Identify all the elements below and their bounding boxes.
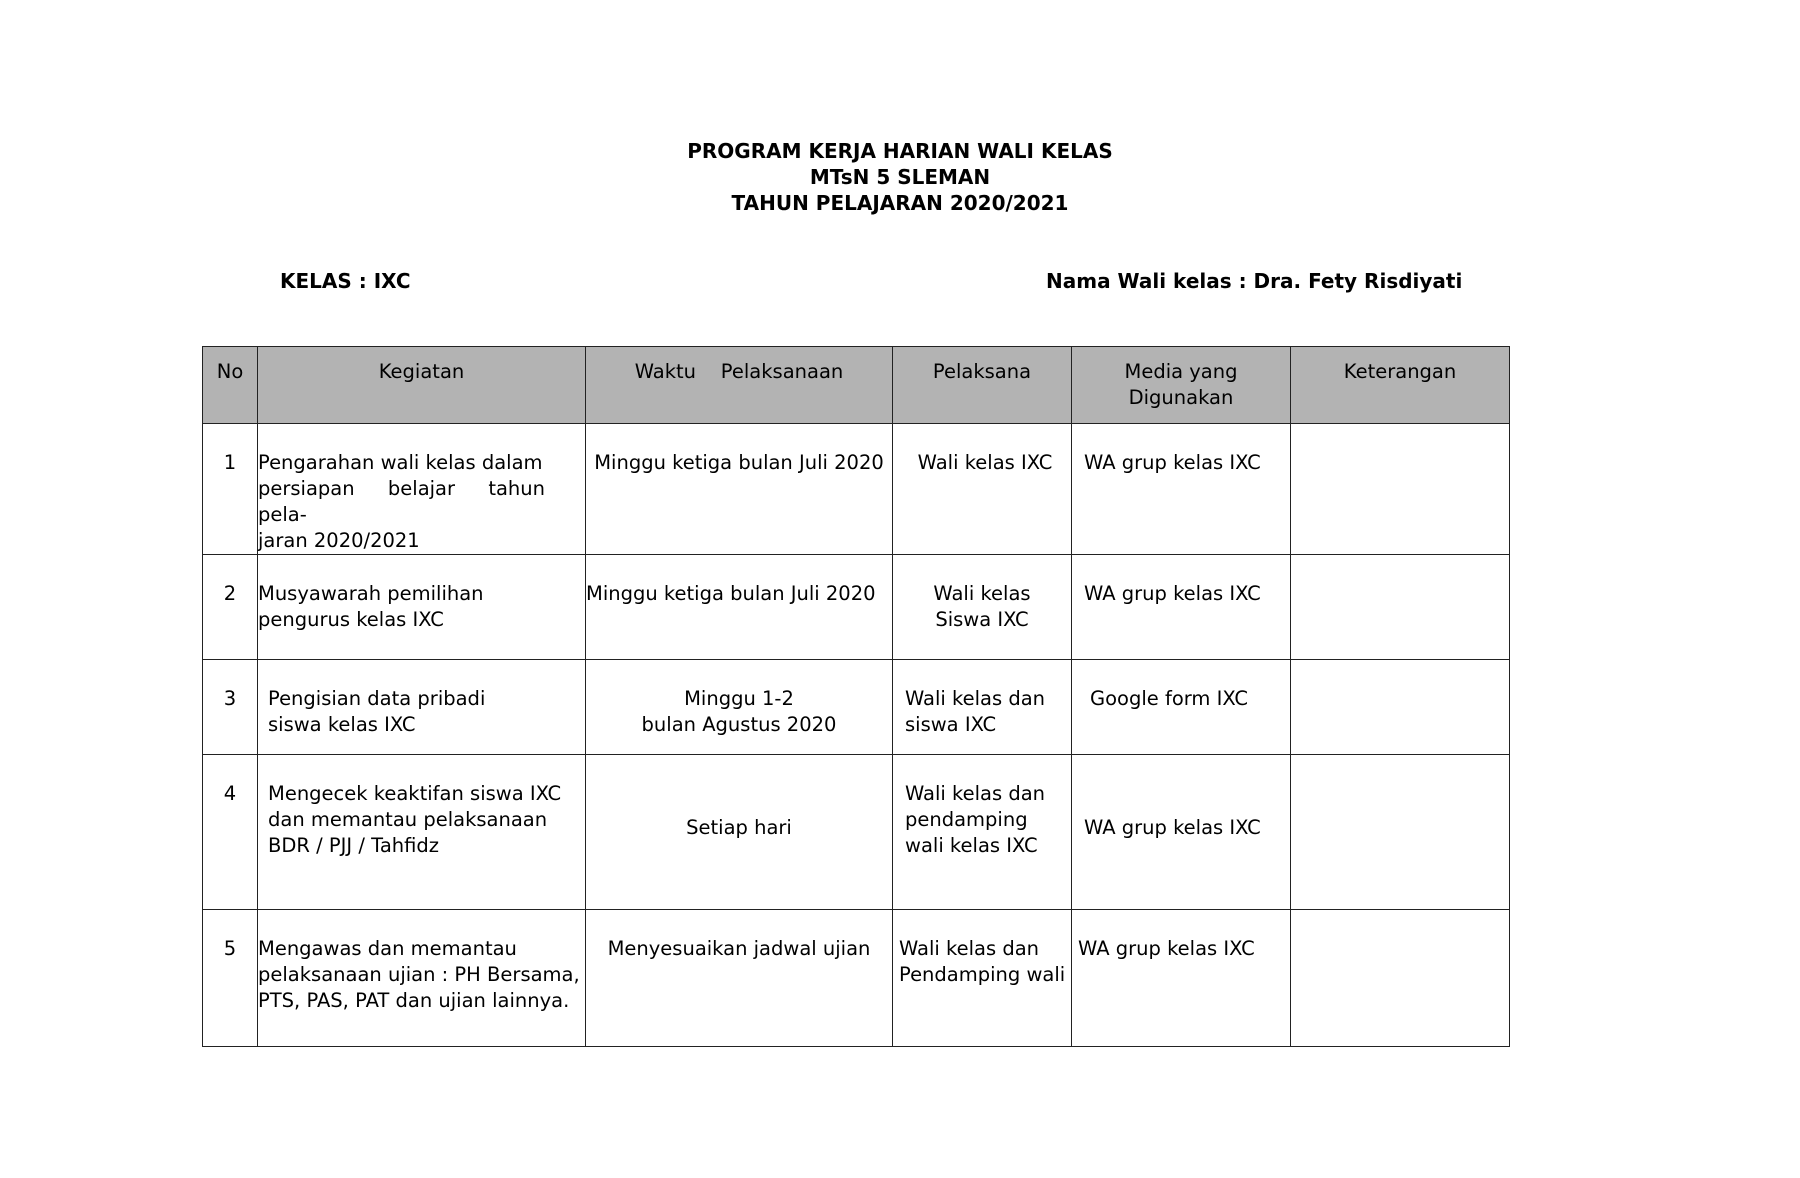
row-keterangan xyxy=(1291,755,1510,910)
row-kegiatan-text: Pengarahan wali kelas dalam persiapan belajar tahun pela- jaran 2020/2021 xyxy=(258,451,545,552)
row-media xyxy=(1072,910,1291,1047)
column-header-kegiatan: Kegiatan xyxy=(258,347,586,424)
row-pelaksana-text: Wali kelas dan pendamping wali kelas IXC xyxy=(905,782,1046,857)
row-media xyxy=(1072,424,1291,555)
column-header-waktu-text: Waktu Pelaksanaan xyxy=(634,360,844,383)
row-kegiatan xyxy=(258,910,586,1047)
row-media xyxy=(1072,555,1291,660)
row-media xyxy=(1072,755,1291,910)
row-kegiatan xyxy=(258,755,586,910)
row-keterangan xyxy=(1291,555,1510,660)
row-pelaksana-text: Wali kelas dan Pendamping wali xyxy=(899,937,1066,986)
wali-kelas-label: Nama Wali kelas : Dra. Fety Risdiyati xyxy=(1046,269,1463,293)
row-pelaksana xyxy=(893,910,1072,1047)
table-row xyxy=(203,660,1510,755)
column-header-no: No xyxy=(203,347,258,424)
row-media-text: WA grup kelas IXC xyxy=(1084,582,1261,605)
row-kegiatan-text: Pengisian data pribadi siswa kelas IXC xyxy=(268,687,486,736)
column-header-waktu xyxy=(586,347,893,424)
row-pelaksana xyxy=(893,660,1072,755)
row-waktu xyxy=(586,755,893,910)
row-media-text: WA grup kelas IXC xyxy=(1084,451,1261,474)
row-waktu xyxy=(586,424,893,555)
row-no: 4 xyxy=(203,755,258,910)
row-kegiatan xyxy=(258,555,586,660)
row-waktu-text: Minggu ketiga bulan Juli 2020 xyxy=(586,582,876,605)
row-no: 1 xyxy=(203,424,258,555)
table-header-row xyxy=(203,347,1510,424)
table-row xyxy=(203,555,1510,660)
title-line-1: PROGRAM KERJA HARIAN WALI KELAS xyxy=(687,139,1113,163)
row-media-text: WA grup kelas IXC xyxy=(1084,816,1261,839)
row-pelaksana xyxy=(893,755,1072,910)
row-media-text: WA grup kelas IXC xyxy=(1078,937,1255,960)
row-waktu-text: Menyesuaikan jadwal ujian xyxy=(607,937,871,960)
table-row xyxy=(203,755,1510,910)
row-waktu-text: Minggu 1-2 bulan Agustus 2020 xyxy=(641,687,837,736)
row-waktu xyxy=(586,555,893,660)
row-kegiatan-text: Mengecek keaktifan siswa IXC dan memantau pelaksanaan BDR / PJJ / Tahfidz xyxy=(268,782,562,857)
row-waktu-text: Minggu ketiga bulan Juli 2020 xyxy=(594,451,884,474)
column-header-pelaksana: Pelaksana xyxy=(893,347,1072,424)
row-media-text: Google form IXC xyxy=(1090,687,1248,710)
row-no: 3 xyxy=(203,660,258,755)
row-pelaksana xyxy=(893,555,1072,660)
row-keterangan xyxy=(1291,424,1510,555)
title-line-3: TAHUN PELAJARAN 2020/2021 xyxy=(731,191,1069,215)
row-pelaksana-text: Wali kelas dan siswa IXC xyxy=(905,687,1046,736)
document-title xyxy=(0,138,1800,216)
program-table xyxy=(202,346,1510,1047)
row-waktu-text: Setiap hari xyxy=(686,816,792,839)
column-header-media xyxy=(1072,347,1291,424)
row-kegiatan-text: Mengawas dan memantau pelaksanaan ujian : PH Bersama, PTS, PAS, PAT dan ujian lainnya. xyxy=(258,937,580,1012)
column-header-keterangan: Keterangan xyxy=(1291,347,1510,424)
table-row xyxy=(203,424,1510,555)
row-keterangan xyxy=(1291,910,1510,1047)
row-pelaksana-text: Wali kelas IXC xyxy=(917,451,1053,474)
row-waktu xyxy=(586,660,893,755)
title-line-2: MTsN 5 SLEMAN xyxy=(809,165,991,189)
row-kegiatan-text: Musyawarah pemilihan pengurus kelas IXC xyxy=(258,582,484,631)
row-no: 5 xyxy=(203,910,258,1047)
row-pelaksana-text: Wali kelas Siswa IXC xyxy=(933,582,1031,631)
row-kegiatan xyxy=(258,424,586,555)
row-keterangan xyxy=(1291,660,1510,755)
row-media xyxy=(1072,660,1291,755)
row-pelaksana xyxy=(893,424,1072,555)
kelas-label: KELAS : IXC xyxy=(280,269,411,293)
row-kegiatan xyxy=(258,660,586,755)
column-header-media-text: Media yang Digunakan xyxy=(1124,360,1238,409)
row-waktu xyxy=(586,910,893,1047)
table-row xyxy=(203,910,1510,1047)
row-no: 2 xyxy=(203,555,258,660)
